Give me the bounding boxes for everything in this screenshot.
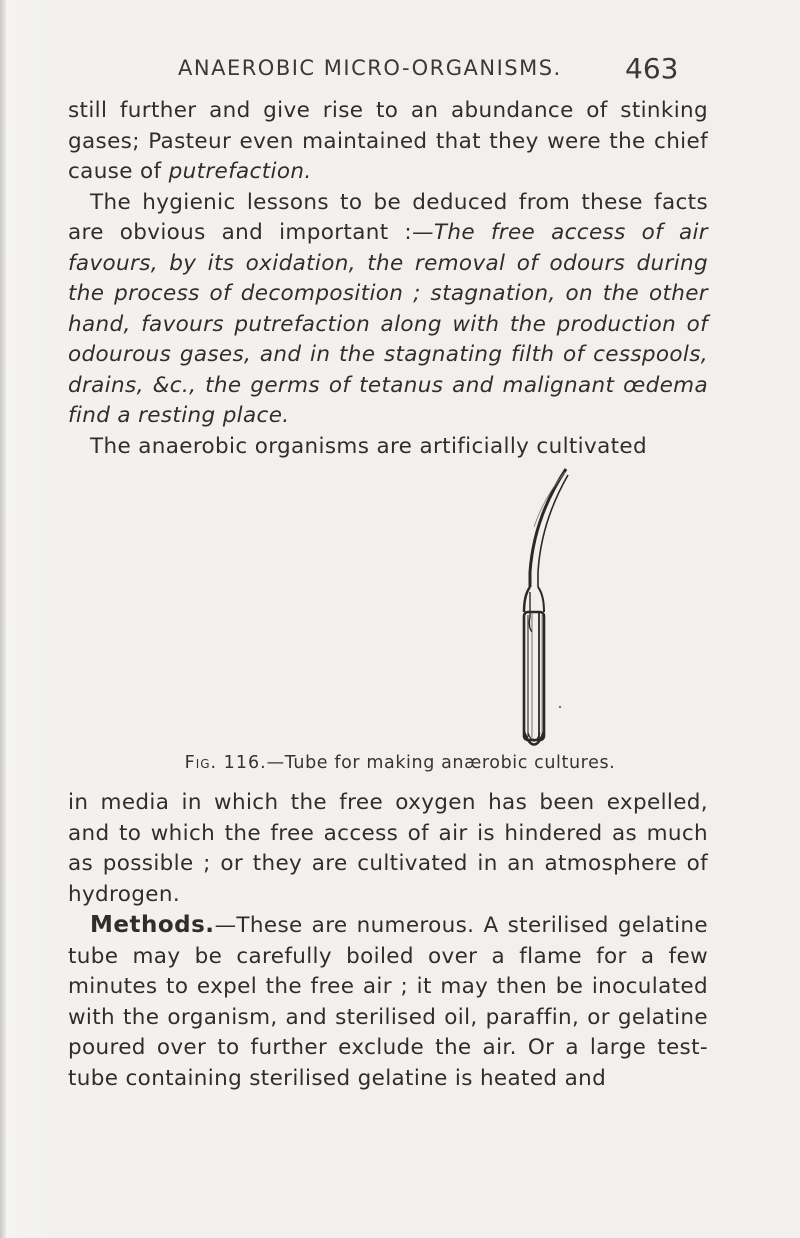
para1-line1: still further and give rise to an abundance of stinking [68,98,708,123]
figure-label: Fig. 116. [184,753,267,773]
para1-line2: gases; Pasteur even maintained that they were the [68,128,646,154]
running-title: ANAEROBIC MICRO-ORGANISMS. [178,56,562,80]
para1-line3-italic: putrefaction. [168,159,312,184]
para2-lead: The hygienic lessons to be deduced from these facts are obvious and important :— [68,189,708,245]
text-block-top [68,96,708,462]
para4-text: in media in which the free oxygen has been expelled, and to which the free access of air is hindered as much as possible ; or they are cultivated in an atmosphere of hydrogen. [68,790,708,907]
paragraph-continuation [68,96,708,188]
paragraph-methods [68,910,708,1094]
page-edge-shadow [0,0,6,1238]
para3-text: The anaerobic organisms are artificially cultivated [90,433,647,459]
paragraph-hygienic-lessons [68,188,708,432]
figure-caption-text: —Tube for making anærobic cultures. [266,753,616,773]
para5-text: —These are numerous. A sterilised gelatine tube may be carefully boiled over a flame for a few minutes to expel the free air ; it may then be inoculated with the organism, and sterilised oil, paraffin, or gelatine poured over to further exclude the air. Or a large test-tube containing sterilised gelatine is heated and [68,913,708,1091]
paragraph-anaerobic-cultivated [68,432,708,463]
para1-line3-plain: chief cause of [68,128,708,184]
text-block-bottom [68,563,708,1094]
methods-heading: Methods. [90,912,215,938]
page-number: 463 [625,52,679,85]
paragraph-media-oxygen [68,788,708,910]
para2-italic: The free access of air favours, by its oxidation, the removal of odours during the process of decomposition ; stagnation, on the other hand, favours putrefaction along with the production of odourous gases, and in the stagnating filth of cesspools, drains, &c., the germs of tetanus and malignant œdema find a resting place. [68,220,708,428]
